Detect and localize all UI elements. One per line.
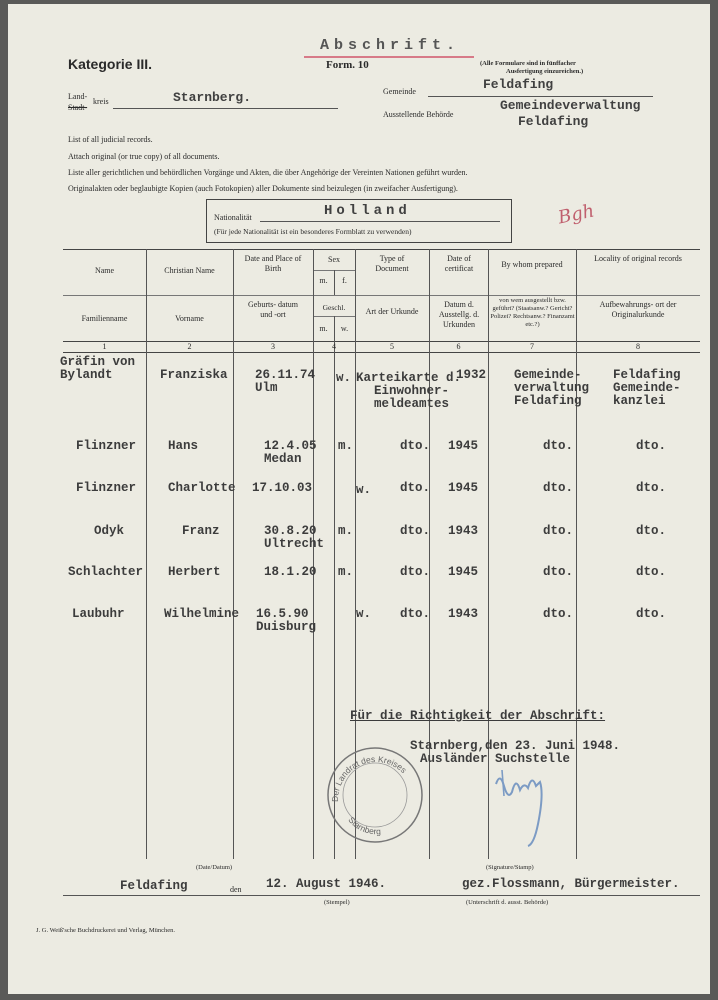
cell-doc: Karteikarte d.	[356, 371, 462, 385]
cell-vorname: Franz	[182, 524, 220, 538]
cell-by: verwaltung	[514, 381, 590, 395]
stamp-bottom-text: Starnberg	[346, 814, 382, 837]
cell-vorname: Franziska	[160, 368, 228, 382]
col-divider-2	[233, 249, 234, 859]
col-header-de-sub: m.	[319, 324, 328, 333]
cell-sex: m.	[338, 524, 354, 538]
col-number: 4	[332, 342, 336, 351]
cell-doc: meldeamtes	[374, 397, 450, 411]
cell-doc: dto.	[400, 524, 431, 538]
official-stamp	[320, 740, 430, 850]
cell-birth: Duisburg	[256, 620, 317, 634]
cell-loc: dto.	[636, 481, 667, 495]
col-number: 7	[530, 342, 534, 351]
instruction-line-3: Liste aller gerichtlichen und behördlichen Vorgänge und Akten, die über Angehörige der Vereinten Nationen geführt wurden.	[68, 168, 468, 177]
instruction-line-4: Originalakten oder beglaubigte Kopien (auch Fotokopien) aller Dokumente sind beizulegen (in zweifacher Ausfertigung).	[68, 184, 458, 193]
col-header-de: Geschl.	[322, 303, 346, 312]
nationality-label: Nationalität	[214, 213, 252, 222]
cell-birth: 18.1.20	[264, 565, 317, 579]
cell-by: dto.	[543, 439, 574, 453]
certification-line-1: Für die Richtigkeit der Abschrift:	[350, 709, 606, 723]
cell-birth: Ulm	[255, 381, 278, 395]
category-title: Kategorie III.	[68, 56, 153, 72]
cell-sex: m.	[338, 439, 354, 453]
cell-by: Gemeinde-	[514, 368, 582, 382]
nationality-underline	[260, 221, 500, 222]
col-number: 8	[636, 342, 640, 351]
cell-by: dto.	[543, 565, 574, 579]
col-divider-1	[146, 249, 147, 859]
cell-name: Bylandt	[60, 368, 113, 382]
nationality-value: Holland	[324, 203, 411, 219]
abschrift-underline	[304, 56, 474, 58]
copies-note-1: (Alle Formulare sind in fünffacher	[480, 60, 576, 67]
table-rule-numbers	[63, 352, 700, 353]
cell-name: Odyk	[94, 524, 125, 538]
form-number: Form. 10	[326, 59, 369, 71]
landkreis-value: Starnberg.	[173, 90, 252, 105]
cell-name: Schlachter	[68, 565, 144, 579]
landkreis-label-1: Land-	[68, 92, 88, 101]
col-header-de-sub: w.	[340, 324, 349, 333]
cell-by: dto.	[543, 524, 574, 538]
col-divider-3	[313, 249, 314, 859]
cell-birth: 30.8.20	[264, 524, 317, 538]
col-header-de: Familienname	[81, 314, 128, 323]
cell-birth: Ultrecht	[264, 537, 325, 551]
behoerde-value-1: Gemeindeverwaltung	[500, 98, 641, 113]
cell-loc: dto.	[636, 439, 667, 453]
cell-sex: w.	[356, 483, 372, 497]
col-header-en: Name	[94, 266, 115, 275]
cell-vorname: Herbert	[168, 565, 221, 579]
behoerde-value-2: Feldafing	[518, 114, 589, 129]
handwritten-signature	[488, 764, 568, 854]
col-divider-7	[576, 249, 577, 859]
cell-date: 1945	[448, 565, 479, 579]
cell-by: dto.	[543, 481, 574, 495]
gemeinde-label: Gemeinde	[383, 87, 416, 96]
stempel-label: (Stempel)	[324, 899, 350, 906]
cell-doc: dto.	[400, 565, 431, 579]
cell-name: Flinzner	[76, 481, 137, 495]
table-rule-top	[63, 249, 700, 250]
cell-doc: dto.	[400, 439, 431, 453]
gemeinde-underline	[428, 96, 653, 97]
cell-doc: Einwohner-	[374, 384, 450, 398]
instruction-line-1: List of all judicial records.	[68, 135, 153, 144]
copies-note-2: Ausfertigung einzureichen.)	[506, 68, 584, 75]
table-rule-mid	[63, 295, 700, 296]
landkreis-underline	[113, 108, 338, 109]
col-header-de: Vorname	[175, 314, 204, 323]
certification-line-3: Ausländer Suchstelle	[420, 752, 571, 766]
abschrift-title: Abschrift.	[320, 37, 461, 54]
col-header-en-sub: f.	[342, 276, 347, 285]
col-number: 2	[187, 342, 192, 351]
cell-loc: dto.	[636, 607, 667, 621]
col-header-en: Date and Place of Birth	[244, 254, 302, 273]
col-number: 5	[390, 342, 394, 351]
col-header-en: Type of Document	[375, 254, 409, 273]
cell-by: dto.	[543, 607, 574, 621]
cell-birth: 12.4.05	[264, 439, 317, 453]
col-header-de: Datum d. Ausstellg. d. Urkunden	[438, 300, 480, 329]
cell-birth: 26.11.74	[255, 368, 316, 382]
footer-place: Feldafing	[120, 879, 188, 893]
col-number: 1	[102, 342, 107, 351]
cell-date: 1945	[448, 481, 479, 495]
col-header-en: By whom prepared	[501, 260, 563, 269]
certification-line-2: Starnberg,den 23. Juni 1948.	[410, 739, 621, 753]
cell-loc: kanzlei	[613, 394, 666, 408]
footer-underline	[63, 895, 700, 896]
col-header-de: von wem ausgestellt bzw. geführt? (Staatsanw.? Gericht? Polizei? Rechtsanw.? Finanzamt etc.?)	[490, 297, 575, 328]
cell-name: Flinzner	[76, 439, 137, 453]
cell-birth: 16.5.90	[256, 607, 309, 621]
handwritten-initials: Bgh	[556, 200, 597, 229]
col-header-de: Art der Urkunde	[365, 307, 419, 316]
col-header-en: Date of certificat	[444, 254, 474, 273]
col-header-en-sub: m.	[319, 276, 328, 285]
col-header-de: Geburts- datum und -ort	[248, 300, 298, 319]
cell-doc: dto.	[400, 607, 431, 621]
cell-loc: dto.	[636, 524, 667, 538]
col-header-en: Sex	[328, 255, 340, 264]
stamp-top-text: Der Landrat des Kreises	[329, 753, 409, 803]
cell-birth: Medan	[264, 452, 302, 466]
col-number: 3	[271, 342, 275, 351]
instruction-line-2: Attach original (or true copy) of all documents.	[68, 152, 220, 161]
cell-birth: 17.10.03	[252, 481, 313, 495]
cell-sex: w.	[336, 371, 352, 385]
printer-imprint: J. G. Weiß'sche Buchdruckerei und Verlag, München.	[36, 927, 176, 934]
cell-date: 1943	[448, 524, 479, 538]
landkreis-label-2: kreis	[93, 97, 109, 106]
cell-sex: w.	[356, 607, 372, 621]
footer-signed: gez.Flossmann, Bürgermeister.	[462, 877, 680, 891]
cell-name: Laubuhr	[72, 607, 125, 621]
cell-date: 1945	[448, 439, 479, 453]
footer-den: den	[230, 885, 242, 894]
cell-loc: Gemeinde-	[613, 381, 681, 395]
nationality-note: (Für jede Nationalität ist ein besonderes Formblatt zu verwenden)	[214, 227, 412, 236]
cell-vorname: Wilhelmine	[164, 607, 240, 621]
cell-by: Feldafing	[514, 394, 582, 408]
col-header-en: Locality of original records	[594, 254, 682, 263]
col-header-en: Christian Name	[164, 266, 215, 275]
cell-name: Gräfin von	[60, 355, 136, 369]
cell-loc: Feldafing	[613, 368, 681, 382]
cell-doc: dto.	[400, 481, 431, 495]
gemeinde-value: Feldafing	[483, 77, 554, 92]
footer-date: 12. August 1946.	[266, 877, 387, 891]
document-sheet	[8, 4, 710, 994]
cell-date: 1943	[448, 607, 479, 621]
cell-vorname: Charlotte	[168, 481, 236, 495]
date-label: (Date/Datum)	[196, 864, 233, 871]
signature-label: (Signature/Stamp)	[486, 864, 534, 871]
cell-date: 1932	[456, 368, 487, 382]
landkreis-label-3: Stadt-	[68, 103, 88, 112]
unterschrift-label: (Unterschrift d. ausst. Behörde)	[466, 899, 549, 906]
col-header-de: Aufbewahrungs- ort der Originalurkunde	[599, 300, 677, 319]
behoerde-label: Ausstellende Behörde	[383, 110, 454, 119]
cell-loc: dto.	[636, 565, 667, 579]
col-number: 6	[456, 342, 461, 351]
cell-sex: m.	[338, 565, 354, 579]
cell-vorname: Hans	[168, 439, 199, 453]
